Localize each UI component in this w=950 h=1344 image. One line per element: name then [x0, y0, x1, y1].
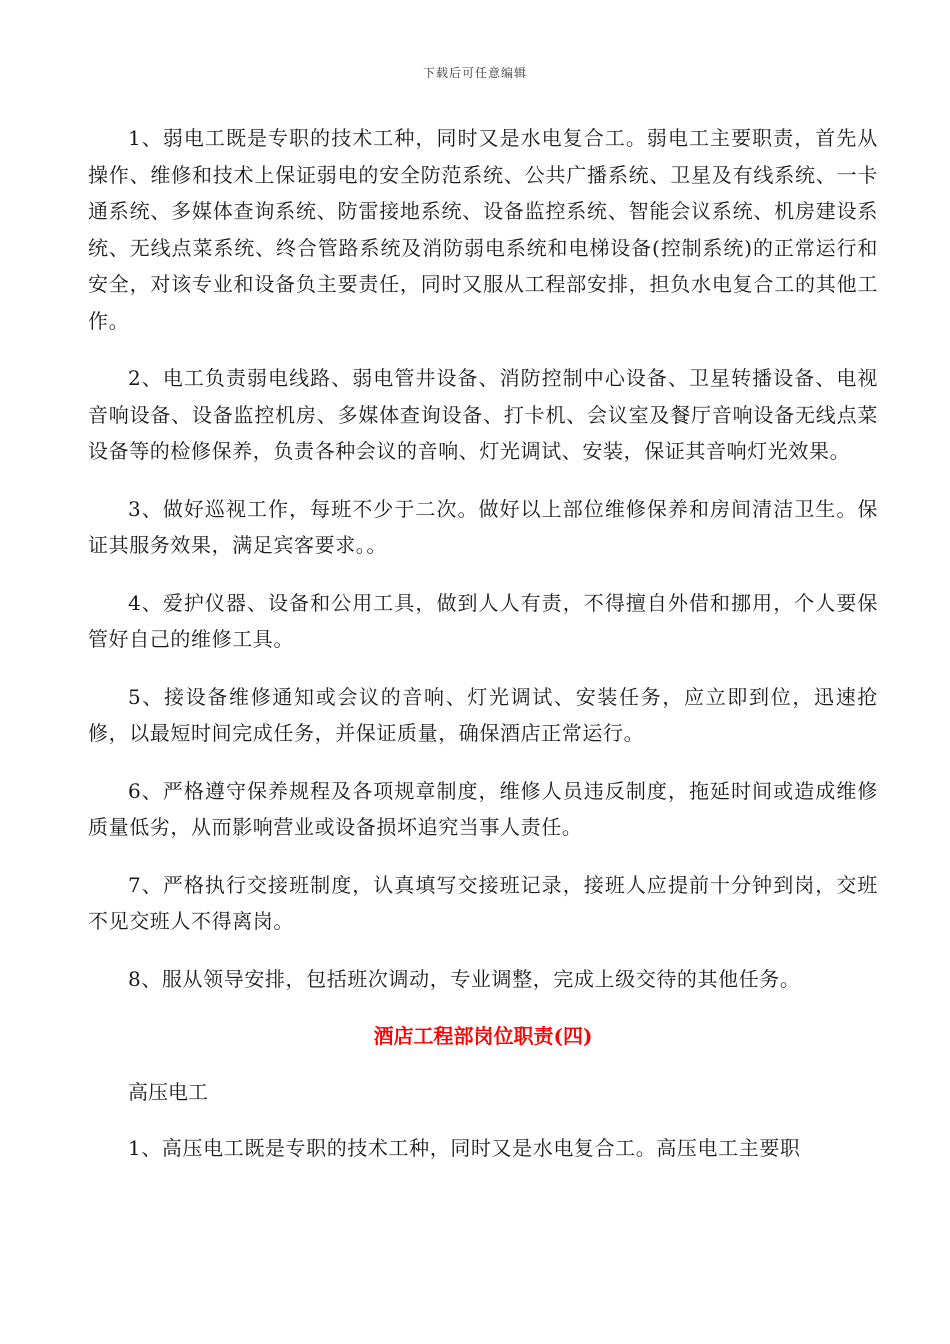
document-body: [88, 120, 878, 1188]
duty-item-6: 6、严格遵守保养规程及各项规章制度，维修人员违反制度，拖延时间或造成维修质量低劣，从而影响营业或设备损坏追究当事人责任。: [88, 778, 878, 839]
section-item-1: 1、高压电工既是专职的技术工种，同时又是水电复合工。高压电工主要职: [128, 1136, 801, 1160]
duty-item-7: 7、严格执行交接班制度，认真填写交接班记录，接班人应提前十分钟到岗，交班不见交班人不得离岗。: [88, 872, 878, 933]
duty-item-2: 2、电工负责弱电线路、弱电管井设备、消防控制中心设备、卫星转播设备、电视音响设备、设备监控机房、多媒体查询设备、打卡机、会议室及餐厅音响设备无线点菜设备等的检修保养，负责各种会议的音响、灯光调试、安装，保证其音响灯光效果。: [88, 366, 878, 463]
page-header-note: 下载后可任意编辑: [422, 66, 527, 80]
section-subtitle: 高压电工: [128, 1080, 208, 1104]
duty-item-5: 5、接设备维修通知或会议的音响、灯光调试、安装任务，应立即到位，迅速抢修，以最短时间完成任务，并保证质量，确保酒店正常运行。: [88, 684, 878, 745]
section-title: 酒店工程部岗位职责(四): [373, 1024, 593, 1048]
duty-item-4: 4、爱护仪器、设备和公用工具，做到人人有责，不得擅自外借和挪用，个人要保管好自己的维修工具。: [88, 590, 878, 651]
duty-item-1: 1、弱电工既是专职的技术工种，同时又是水电复合工。弱电工主要职责，首先从操作、维修和技术上保证弱电的安全防范系统、公共广播系统、卫星及有线系统、一卡通系统、多媒体查询系统、防雷接地系统、设备监控系统、智能会议系统、机房建设系统、无线点菜系统、终合管路系统及消防弱电系统和电梯设备(控制系统)的正常运行和安全，对该专业和设备负主要责任，同时又服从工程部安排，担负水电复合工的其他工作。: [88, 126, 878, 333]
duty-item-8: 8、服从领导安排，包括班次调动，专业调整，完成上级交待的其他任务。: [128, 966, 801, 991]
duty-item-3: 3、做好巡视工作，每班不少于二次。做好以上部位维修保养和房间清洁卫生。保证其服务效果，满足宾客要求。。: [88, 496, 878, 557]
